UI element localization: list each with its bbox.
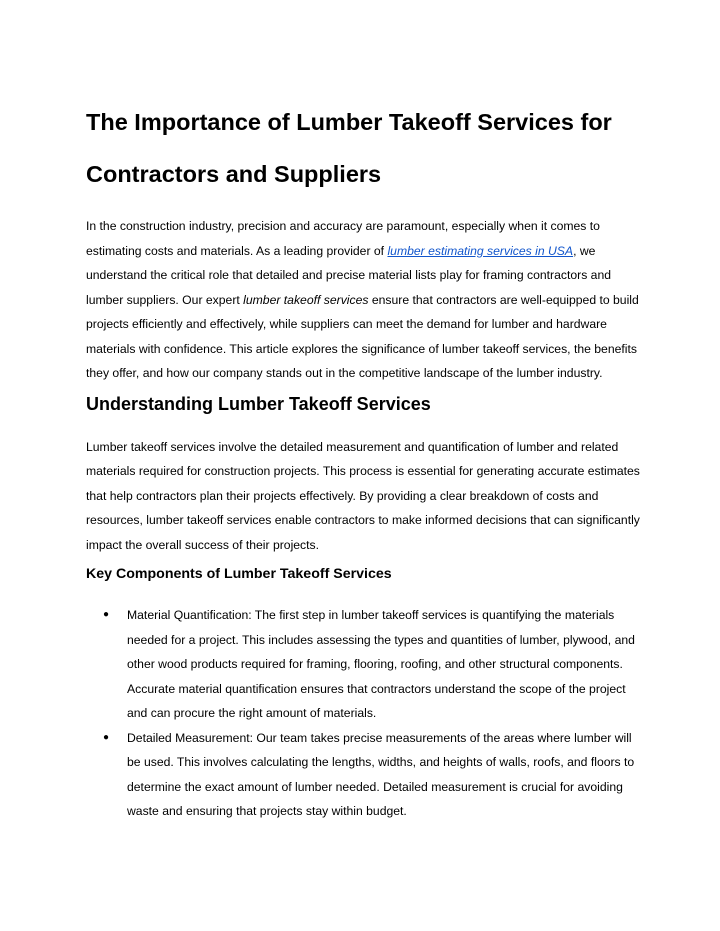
- section-heading-understanding: Understanding Lumber Takeoff Services: [86, 393, 431, 414]
- intro-text-2: , we understand the critical role that detailed and precise material lists play for framing contractors and lumber suppliers. Our expert: [86, 243, 612, 307]
- intro-text-3: ensure that contractors are well-equipped to build projects efficiently and effectively, while suppliers can meet the demand for lumber and hardware materials with confidence. This article explores the significance of lumber takeoff services, the benefits they offer, and how our company stands out in the competitive landscape of the lumber industry.: [86, 292, 639, 380]
- bullet-icon: ●: [103, 609, 110, 620]
- intro-emphasis: lumber takeoff services: [243, 292, 369, 307]
- intro-paragraph: [86, 214, 646, 386]
- list-item-text: Detailed Measurement: Our team takes precise measurements of the areas where lumber will be used. This involves calculating the lengths, widths, and heights of walls, roofs, and floors to determine the exact amount of lumber needed. Detailed measurement is crucial for avoiding waste and ensuring that projects stay within budget.: [127, 730, 635, 818]
- page-title: The Importance of Lumber Takeoff Services for Contractors and Suppliers: [86, 109, 612, 187]
- understanding-paragraph: Lumber takeoff services involve the detailed measurement and quantification of lumber and related materials required for construction projects. This process is essential for generating accurate estimates that help contractors plan their projects effectively. By providing a clear breakdown of costs and resources, lumber takeoff services enable contractors to make informed decisions that can significantly impact the overall success of their projects.: [86, 439, 640, 552]
- intro-text-1: In the construction industry, precision and accuracy are paramount, especially when it comes to estimating costs and materials. As a leading provider of: [86, 219, 600, 258]
- list-item: [86, 603, 646, 726]
- document-page: [86, 96, 646, 824]
- list-item-text: Material Quantification: The first step in lumber takeoff services is quantifying the materials needed for a project. This includes assessing the types and quantities of lumber, plywood, and other wood products required for framing, flooring, roofing, and other structural components. Accurate material quantification ensures that contractors understand the scope of the project and can procure the right amount of materials.: [127, 608, 635, 720]
- bullet-icon: ●: [103, 731, 110, 743]
- lumber-estimating-link[interactable]: lumber estimating services in USA: [387, 243, 574, 258]
- section-heading-key-components: Key Components of Lumber Takeoff Services: [86, 566, 392, 582]
- list-item: [86, 726, 646, 824]
- key-components-list: [86, 603, 646, 824]
